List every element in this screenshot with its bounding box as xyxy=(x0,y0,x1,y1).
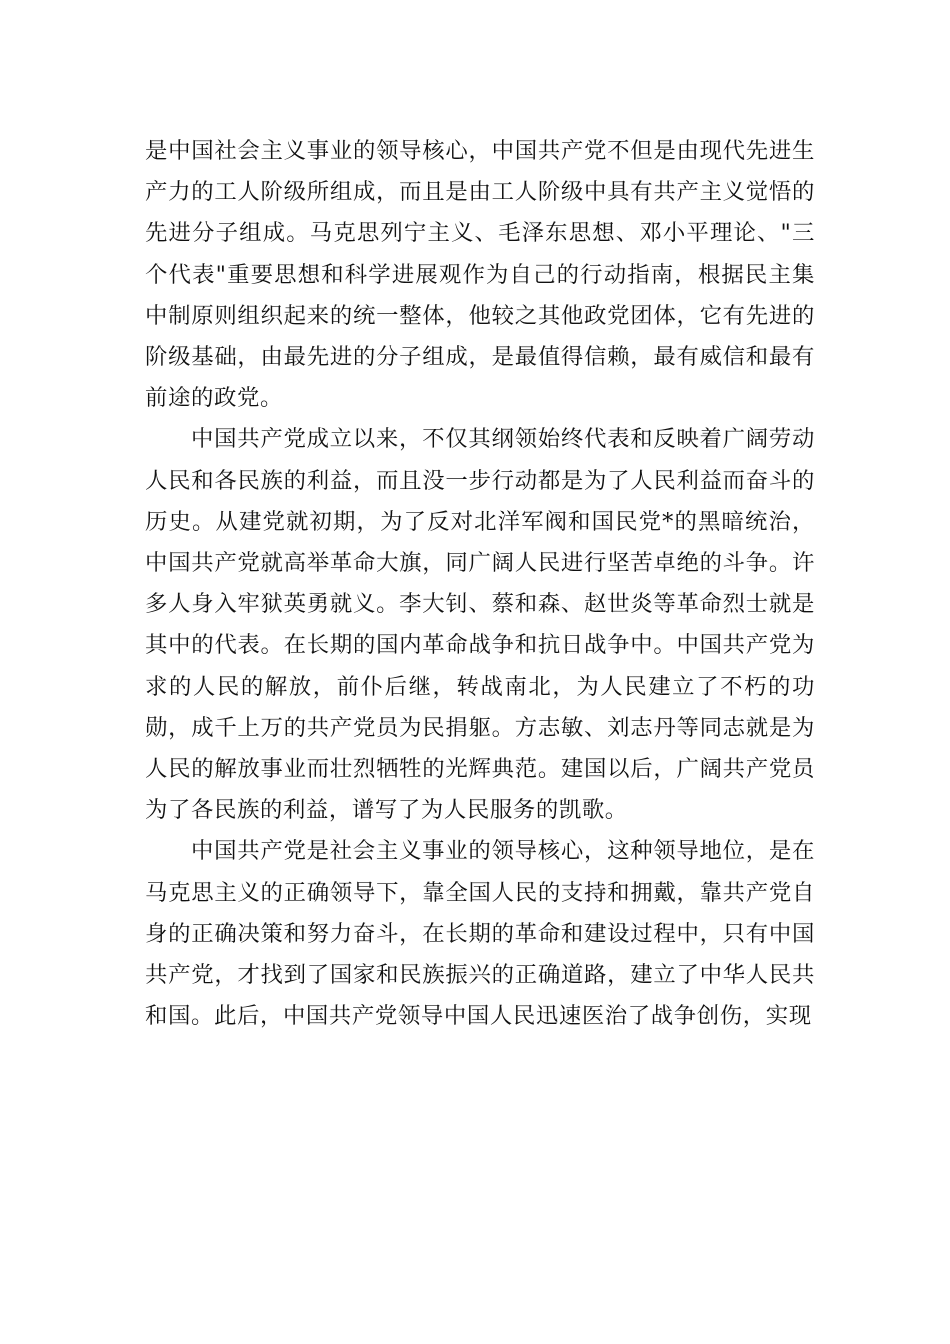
paragraph-2: 中国共产党成立以来，不仅其纲领始终代表和反映着广阔劳动人民和各民族的利益，而且没一步行动都是为了人民利益而奋斗的历史。从建党就初期，为了反对北洋军阀和国民党*的黑暗统治，中国共产党就高举革命大旗，同广阔人民进行坚苦卓绝的斗争。许多人身入牢狱英勇就义。李大钊、蔡和森、赵世炎等革命烈士就是其中的代表。在长期的国内革命战争和抗日战争中。中国共产党为求的人民的解放，前仆后继，转战南北，为人民建立了不朽的功勋，成千上万的共产党员为民捐躯。方志敏、刘志丹等同志就是为人民的解放事业而壮烈牺牲的光辉典范。建国以后，广阔共产党员为了各民族的利益，谱写了为人民服务的凯歌。 xyxy=(145,426,815,824)
paragraph-3: 中国共产党是社会主义事业的领导核心，这种领导地位，是在马克思主义的正确领导下，靠全国人民的支持和拥戴，靠共产党自身的正确决策和努力奋斗，在长期的革命和建设过程中，只有中国共产党，才找到了国家和民族振兴的正确道路，建立了中华人民共和国。此后，中国共产党领导中国人民迅速医治了战争创伤，实现 xyxy=(145,838,815,1030)
document-body xyxy=(145,131,815,1037)
paragraph-1: 是中国社会主义事业的领导核心，中国共产党不但是由现代先进生产力的工人阶级所组成，而且是由工人阶级中具有共产主义觉悟的先进分子组成。马克思列宁主义、毛泽东思想、邓小平理论、"三个代表"重要思想和科学进展观作为自己的行动指南，根据民主集中制原则组织起来的统一整体，他较之其他政党团体，它有先进的阶级基础，由最先进的分子组成，是最值得信赖，最有威信和最有前途的政党。 xyxy=(145,138,815,412)
